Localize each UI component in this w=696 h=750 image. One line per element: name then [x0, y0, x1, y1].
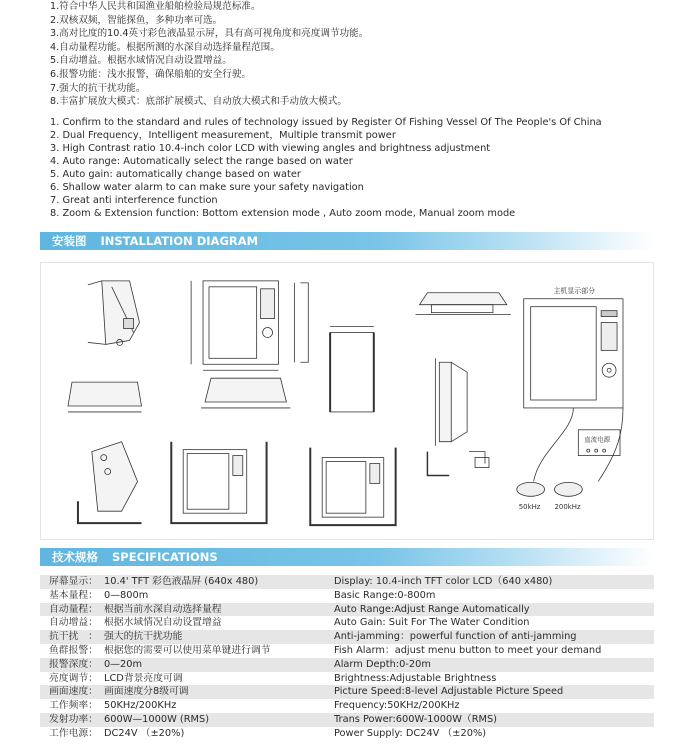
feature-item-en: 8. Zoom & Extension function: Bottom extension mode , Auto zoom mode, Manual zoom mode	[50, 208, 516, 219]
spec-value-en: Power Supply: DC24V （±20%)	[334, 727, 487, 739]
spec-label-cn: 亮度调节：	[49, 672, 98, 684]
feature-item-en: 5. Auto gain: automatically change based on water	[50, 169, 301, 180]
freq-50-label: 50kHz	[518, 503, 541, 512]
spec-value-cn: 0—20m	[104, 658, 143, 670]
specifications-title-cn: 技术规格	[52, 550, 98, 564]
spec-value-cn: 画面速度分8级可调	[104, 686, 189, 698]
side-view-middle	[201, 378, 290, 408]
feature-item-cn: 6.报警功能：浅水报警，确保船舶的安全行驶。	[50, 68, 252, 80]
spec-value-en: Basic Range:0-800m	[334, 589, 436, 601]
spec-value-cn: 600W—1000W (RMS)	[104, 713, 210, 725]
main-display-label: 主机显示部分	[553, 286, 596, 295]
spec-row	[40, 589, 654, 603]
spec-row	[40, 727, 654, 741]
specifications-header	[40, 548, 654, 566]
small-brackets-bottom	[427, 452, 489, 476]
spec-value-cn: 50KHz/200KHz	[104, 700, 177, 712]
feature-item-en: 3. High Contrast ratio 10.4-inch color LCD with viewing angles and brightness adjustment	[50, 143, 491, 154]
front-view-display-top	[191, 281, 278, 370]
front-view-bottom-b	[310, 448, 395, 525]
spec-value-cn: 根据您的需要可以使用菜单键进行调节	[104, 644, 271, 656]
spec-row	[40, 685, 654, 699]
power-label: 直流电源	[584, 435, 611, 444]
top-view-bracket-small	[294, 283, 308, 362]
spec-label-cn: 报警深度：	[49, 658, 98, 670]
spec-label-cn: 自动量程：	[49, 603, 98, 615]
spec-label-cn: 抗干扰 ：	[49, 631, 98, 643]
spec-value-cn: 强大的抗干扰功能	[104, 631, 183, 643]
features-cn-list	[50, 0, 368, 109]
spec-value-en: Display: 10.4-inch TFT color LCD（640 x480)	[334, 576, 553, 587]
spec-label-cn: 基本量程：	[49, 589, 98, 601]
feature-item-cn: 3.高对比度的10.4英寸彩色液晶显示屏，具有高可视角度和亮度调节功能。	[50, 28, 369, 40]
feature-item-cn: 7.强大的抗干扰功能。	[50, 82, 146, 94]
spec-value-cn: DC24V （±20%)	[104, 727, 185, 739]
side-view-upper	[416, 293, 511, 315]
feature-item-en: 4. Auto range: Automatically select the range based on water	[50, 156, 353, 167]
features-en-list	[50, 116, 602, 220]
feature-item-en: 1. Confirm to the standard and rules of technology issued by Register Of Fishing Vessel Of The People's Of China	[50, 117, 602, 128]
feature-item-cn: 8.丰富扩展放大模式：底部扩展模式、自动放大模式和手动放大模式。	[50, 96, 347, 108]
spec-value-en: Auto Range:Adjust Range Automatically	[334, 603, 530, 615]
installation-drawing	[41, 263, 653, 539]
spec-value-cn: LCD背景亮度可调	[104, 672, 183, 684]
feature-item-cn: 5.自动增益。根据水域情况自动设置增益。	[50, 55, 232, 67]
feature-item-cn: 2.双核双频，智能探鱼，多种功率可选。	[50, 14, 223, 26]
spec-value-en: Picture Speed:8-level Adjustable Picture Speed	[334, 686, 564, 698]
feature-item-en: 6. Shallow water alarm to can make sure your safety navigation	[50, 182, 364, 193]
spec-label-cn: 发射功率：	[49, 713, 98, 725]
spec-value-cn: 0—800m	[104, 589, 149, 601]
spec-label-cn: 工作频率：	[49, 700, 98, 712]
spec-value-en: Trans Power:600W-1000W（RMS)	[334, 713, 497, 725]
side-profile-unit	[435, 358, 467, 445]
installation-header	[40, 232, 654, 250]
spec-label-cn: 自动增益：	[49, 617, 98, 629]
feature-item-cn: 1.符合中华人民共和国渔业船舶检验局规范标准。	[50, 1, 261, 12]
feature-item-en: 2. Dual Frequency，Intelligent measurement，Multiple transmit power	[50, 130, 396, 141]
spec-row	[40, 658, 654, 672]
spec-value-cn: 10.4' TFT 彩色液晶屏 (640x 480)	[104, 576, 259, 587]
main-display-unit	[524, 286, 623, 408]
bracket-mount-angled-top	[88, 281, 140, 346]
spec-value-cn: 根据水域情况自动设置增益	[104, 617, 222, 629]
bracket-mount-bottom-left	[78, 442, 142, 523]
spec-value-en: Auto Gain: Suit For The Water Condition	[334, 617, 530, 629]
spec-row	[40, 630, 654, 644]
spec-row	[40, 575, 654, 589]
spec-row	[40, 616, 654, 630]
spec-row	[40, 672, 654, 686]
spec-row	[40, 644, 654, 658]
freq-200-label: 200kHz	[554, 503, 581, 512]
front-view-bottom-a	[171, 442, 266, 523]
spec-value-cn: 根据当前水深自动选择量程	[104, 603, 222, 615]
power-and-transducers	[517, 408, 623, 511]
spec-value-en: Brightness:Adjustable Brightness	[334, 672, 497, 684]
installation-title-en: INSTALLATION DIAGRAM	[100, 234, 259, 248]
spec-label-cn: 工作电源：	[49, 727, 98, 739]
specifications-table	[40, 575, 654, 741]
feature-item-cn: 4.自动量程功能。根据所测的水深自动选择量程范围。	[50, 41, 280, 53]
spec-value-en: Anti-jamming：powerful function of anti-jamming	[334, 631, 577, 643]
spec-row	[40, 699, 654, 713]
spec-label-cn: 鱼群报警：	[49, 644, 98, 656]
spec-value-en: Alarm Depth:0-20m	[334, 658, 431, 670]
side-view-left-middle	[68, 382, 141, 412]
installation-diagram	[40, 262, 654, 540]
spec-row	[40, 713, 654, 727]
feature-item-en: 7. Great anti interference function	[50, 195, 218, 206]
spec-value-en: Frequency:50KHz/200KHz	[334, 700, 460, 712]
spec-row	[40, 603, 654, 617]
spec-value-en: Fish Alarm：adjust menu button to meet your demand	[334, 644, 602, 656]
specifications-title-en: SPECIFICATIONS	[112, 550, 218, 564]
wall-mount-center	[330, 327, 374, 412]
spec-label-cn: 屏幕显示：	[49, 576, 98, 587]
spec-label-cn: 画面速度：	[49, 686, 98, 698]
installation-title-cn: 安装图	[52, 234, 87, 248]
